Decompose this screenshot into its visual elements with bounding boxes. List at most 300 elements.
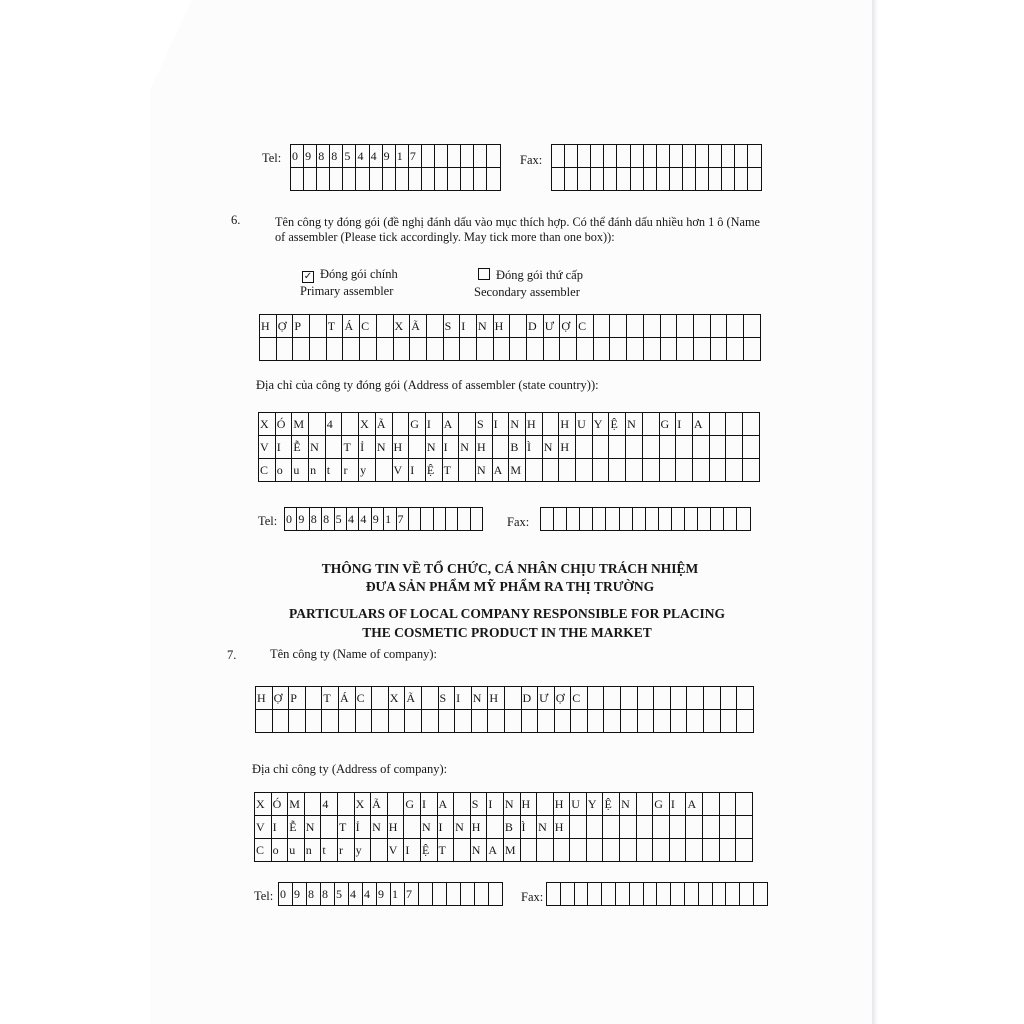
char-box[interactable] <box>565 145 578 168</box>
char-box[interactable] <box>606 508 619 531</box>
primary-assembler-option[interactable] <box>302 267 398 283</box>
char-box[interactable] <box>521 839 538 862</box>
char-box[interactable] <box>388 793 405 816</box>
char-box[interactable]: H <box>494 315 511 338</box>
char-box[interactable] <box>593 459 610 482</box>
char-box[interactable] <box>561 883 575 906</box>
char-box[interactable] <box>461 145 474 168</box>
char-box[interactable]: M <box>509 459 526 482</box>
char-box[interactable] <box>744 338 761 361</box>
char-box[interactable] <box>644 168 657 191</box>
char-box[interactable]: I <box>460 315 477 338</box>
char-box[interactable]: I <box>443 436 460 459</box>
char-box[interactable]: T <box>342 436 359 459</box>
char-box[interactable] <box>699 883 713 906</box>
char-box[interactable] <box>670 816 687 839</box>
char-box[interactable] <box>305 793 322 816</box>
char-box[interactable] <box>660 459 677 482</box>
char-box[interactable] <box>609 436 626 459</box>
char-box[interactable] <box>560 338 577 361</box>
char-box[interactable] <box>427 338 444 361</box>
char-box[interactable]: t <box>326 459 343 482</box>
char-box[interactable] <box>474 145 487 168</box>
char-box[interactable]: u <box>292 459 309 482</box>
char-box[interactable]: Ệ <box>603 793 620 816</box>
char-box[interactable] <box>304 168 317 191</box>
char-box[interactable]: Ỉ <box>359 436 376 459</box>
char-box[interactable] <box>409 508 421 531</box>
char-box[interactable] <box>291 168 304 191</box>
char-box[interactable] <box>505 687 522 710</box>
char-box[interactable] <box>472 710 489 733</box>
char-box[interactable]: 9 <box>297 508 309 531</box>
char-box[interactable]: V <box>393 459 410 482</box>
char-box[interactable]: 4 <box>356 145 369 168</box>
char-box[interactable] <box>588 710 605 733</box>
char-box[interactable] <box>422 145 435 168</box>
char-box[interactable] <box>735 168 748 191</box>
char-box[interactable] <box>552 168 565 191</box>
char-box[interactable] <box>657 145 670 168</box>
char-box[interactable]: r <box>338 839 355 862</box>
char-box[interactable] <box>576 436 593 459</box>
char-box[interactable]: T <box>322 687 339 710</box>
char-box[interactable] <box>721 687 738 710</box>
char-box[interactable] <box>444 338 461 361</box>
char-box[interactable] <box>342 413 359 436</box>
char-box[interactable]: H <box>476 436 493 459</box>
char-box[interactable] <box>422 168 435 191</box>
char-box[interactable]: 8 <box>317 145 330 168</box>
char-box[interactable] <box>591 145 604 168</box>
char-box[interactable] <box>383 168 396 191</box>
char-box[interactable] <box>754 883 768 906</box>
char-box[interactable]: T <box>443 459 460 482</box>
char-box[interactable]: A <box>693 413 710 436</box>
char-box[interactable] <box>435 168 448 191</box>
char-box[interactable] <box>409 436 426 459</box>
char-box[interactable] <box>587 839 604 862</box>
char-box[interactable] <box>567 508 580 531</box>
char-box[interactable] <box>570 816 587 839</box>
char-box[interactable] <box>317 168 330 191</box>
char-box[interactable] <box>565 168 578 191</box>
char-box[interactable] <box>686 816 703 839</box>
char-box[interactable] <box>711 315 728 338</box>
char-box[interactable] <box>372 687 389 710</box>
char-box[interactable]: Ư <box>544 315 561 338</box>
s6-tel-boxes[interactable] <box>284 507 483 531</box>
char-box[interactable] <box>489 883 503 906</box>
char-box[interactable] <box>727 315 744 338</box>
char-box[interactable]: H <box>521 793 538 816</box>
char-box[interactable] <box>306 710 323 733</box>
char-box[interactable]: X <box>389 687 406 710</box>
char-box[interactable] <box>676 436 693 459</box>
char-box[interactable] <box>696 168 709 191</box>
char-box[interactable] <box>446 508 458 531</box>
char-box[interactable]: P <box>289 687 306 710</box>
char-box[interactable] <box>422 687 439 710</box>
char-box[interactable]: 5 <box>343 145 356 168</box>
char-box[interactable]: X <box>359 413 376 436</box>
char-box[interactable] <box>603 839 620 862</box>
char-box[interactable]: 1 <box>396 145 409 168</box>
char-box[interactable]: I <box>409 459 426 482</box>
char-box[interactable] <box>654 710 671 733</box>
char-box[interactable]: I <box>272 816 289 839</box>
char-box[interactable] <box>372 710 389 733</box>
char-box[interactable] <box>487 145 500 168</box>
char-box[interactable] <box>578 145 591 168</box>
char-box[interactable]: I <box>455 687 472 710</box>
char-box[interactable] <box>544 338 561 361</box>
char-box[interactable]: Ã <box>371 793 388 816</box>
char-box[interactable]: V <box>255 816 272 839</box>
char-box[interactable] <box>643 413 660 436</box>
char-box[interactable] <box>722 168 735 191</box>
char-box[interactable] <box>522 710 539 733</box>
char-box[interactable]: 0 <box>285 508 297 531</box>
char-box[interactable] <box>356 168 369 191</box>
s6-fax-boxes[interactable] <box>540 507 751 531</box>
char-box[interactable] <box>587 816 604 839</box>
char-box[interactable] <box>633 508 646 531</box>
char-box[interactable]: Ợ <box>273 687 290 710</box>
char-box[interactable] <box>631 145 644 168</box>
char-box[interactable] <box>687 687 704 710</box>
char-box[interactable]: S <box>476 413 493 436</box>
char-box[interactable]: I <box>438 816 455 839</box>
char-box[interactable] <box>685 508 698 531</box>
char-box[interactable] <box>627 338 644 361</box>
char-box[interactable] <box>594 338 611 361</box>
char-box[interactable]: Ệ <box>609 413 626 436</box>
char-box[interactable] <box>421 508 433 531</box>
char-box[interactable] <box>737 508 750 531</box>
char-box[interactable] <box>588 687 605 710</box>
char-box[interactable] <box>724 508 737 531</box>
char-box[interactable] <box>543 459 560 482</box>
char-box[interactable] <box>626 436 643 459</box>
char-box[interactable]: N <box>472 687 489 710</box>
char-box[interactable]: C <box>356 687 373 710</box>
char-box[interactable] <box>644 338 661 361</box>
char-box[interactable] <box>393 413 410 436</box>
char-box[interactable] <box>330 168 343 191</box>
char-box[interactable]: N <box>376 436 393 459</box>
secondary-assembler-option[interactable] <box>478 268 583 283</box>
char-box[interactable] <box>743 436 760 459</box>
char-box[interactable]: C <box>255 839 272 862</box>
char-box[interactable]: 9 <box>372 508 384 531</box>
primary-checkbox-icon[interactable]: ✓ <box>303 271 313 282</box>
char-box[interactable] <box>653 839 670 862</box>
char-box[interactable]: B <box>509 436 526 459</box>
char-box[interactable] <box>609 459 626 482</box>
char-box[interactable]: 9 <box>377 883 391 906</box>
char-box[interactable] <box>404 816 421 839</box>
char-box[interactable]: o <box>276 459 293 482</box>
char-box[interactable]: X <box>355 793 372 816</box>
char-box[interactable]: 7 <box>397 508 409 531</box>
char-box[interactable]: N <box>543 436 560 459</box>
char-box[interactable] <box>671 883 685 906</box>
char-box[interactable] <box>637 839 654 862</box>
char-box[interactable] <box>448 145 461 168</box>
char-box[interactable] <box>620 816 637 839</box>
char-box[interactable]: o <box>272 839 289 862</box>
char-box[interactable] <box>660 436 677 459</box>
char-box[interactable] <box>588 883 602 906</box>
char-box[interactable]: Ã <box>376 413 393 436</box>
char-box[interactable] <box>339 710 356 733</box>
char-box[interactable] <box>376 459 393 482</box>
char-box[interactable] <box>721 710 738 733</box>
char-box[interactable] <box>554 508 567 531</box>
char-box[interactable]: D <box>527 315 544 338</box>
char-box[interactable] <box>578 168 591 191</box>
char-box[interactable] <box>461 883 475 906</box>
char-box[interactable] <box>454 793 471 816</box>
char-box[interactable]: C <box>360 315 377 338</box>
char-box[interactable]: I <box>493 413 510 436</box>
char-box[interactable] <box>435 145 448 168</box>
char-box[interactable] <box>555 710 572 733</box>
char-box[interactable]: U <box>570 793 587 816</box>
char-box[interactable] <box>448 168 461 191</box>
char-box[interactable] <box>460 338 477 361</box>
char-box[interactable]: H <box>559 436 576 459</box>
char-box[interactable] <box>510 338 527 361</box>
char-box[interactable] <box>685 883 699 906</box>
char-box[interactable]: G <box>404 793 421 816</box>
char-box[interactable] <box>670 168 683 191</box>
char-box[interactable] <box>711 338 728 361</box>
char-box[interactable] <box>577 338 594 361</box>
char-box[interactable] <box>638 710 655 733</box>
char-box[interactable] <box>726 413 743 436</box>
char-box[interactable] <box>670 839 687 862</box>
char-box[interactable]: X <box>255 793 272 816</box>
char-box[interactable] <box>273 710 290 733</box>
char-box[interactable] <box>661 315 678 338</box>
char-box[interactable] <box>621 710 638 733</box>
char-box[interactable] <box>703 839 720 862</box>
char-box[interactable]: 0 <box>291 145 304 168</box>
char-box[interactable] <box>575 883 589 906</box>
char-box[interactable] <box>552 145 565 168</box>
char-box[interactable] <box>676 459 693 482</box>
char-box[interactable] <box>654 687 671 710</box>
char-box[interactable]: Ì <box>526 436 543 459</box>
char-box[interactable] <box>698 508 711 531</box>
char-box[interactable] <box>659 508 672 531</box>
char-box[interactable]: I <box>487 793 504 816</box>
char-box[interactable] <box>620 839 637 862</box>
char-box[interactable] <box>677 315 694 338</box>
char-box[interactable]: A <box>438 793 455 816</box>
char-box[interactable] <box>422 710 439 733</box>
char-box[interactable]: Y <box>593 413 610 436</box>
char-box[interactable]: I <box>676 413 693 436</box>
char-box[interactable]: H <box>393 436 410 459</box>
char-box[interactable] <box>616 883 630 906</box>
char-box[interactable]: N <box>509 413 526 436</box>
char-box[interactable]: I <box>421 793 438 816</box>
char-box[interactable]: Ã <box>410 315 427 338</box>
char-box[interactable] <box>644 315 661 338</box>
char-box[interactable] <box>293 338 310 361</box>
char-box[interactable]: T <box>327 315 344 338</box>
char-box[interactable] <box>693 459 710 482</box>
char-box[interactable] <box>617 145 630 168</box>
char-box[interactable] <box>620 508 633 531</box>
char-box[interactable] <box>670 145 683 168</box>
char-box[interactable] <box>720 816 737 839</box>
char-box[interactable] <box>409 168 422 191</box>
char-box[interactable]: D <box>522 687 539 710</box>
char-box[interactable]: B <box>504 816 521 839</box>
char-box[interactable] <box>604 687 621 710</box>
char-box[interactable]: H <box>471 816 488 839</box>
char-box[interactable]: C <box>571 687 588 710</box>
char-box[interactable]: u <box>288 839 305 862</box>
char-box[interactable] <box>459 413 476 436</box>
char-box[interactable]: Ó <box>276 413 293 436</box>
char-box[interactable]: S <box>444 315 461 338</box>
char-box[interactable] <box>713 883 727 906</box>
char-box[interactable] <box>686 839 703 862</box>
char-box[interactable]: H <box>260 315 277 338</box>
char-box[interactable] <box>720 839 737 862</box>
char-box[interactable]: 4 <box>326 413 343 436</box>
char-box[interactable]: H <box>526 413 543 436</box>
char-box[interactable]: Ệ <box>421 839 438 862</box>
char-box[interactable] <box>289 710 306 733</box>
char-box[interactable] <box>603 816 620 839</box>
char-box[interactable] <box>696 145 709 168</box>
char-box[interactable] <box>748 168 761 191</box>
s7-address-boxes[interactable] <box>254 792 753 862</box>
char-box[interactable] <box>547 883 561 906</box>
char-box[interactable] <box>356 710 373 733</box>
char-box[interactable] <box>709 168 722 191</box>
char-box[interactable] <box>593 508 606 531</box>
char-box[interactable] <box>621 687 638 710</box>
char-box[interactable] <box>461 168 474 191</box>
char-box[interactable] <box>626 459 643 482</box>
char-box[interactable] <box>735 145 748 168</box>
char-box[interactable] <box>576 459 593 482</box>
char-box[interactable] <box>419 883 433 906</box>
char-box[interactable] <box>604 168 617 191</box>
char-box[interactable] <box>494 338 511 361</box>
char-box[interactable] <box>736 816 753 839</box>
char-box[interactable]: H <box>554 816 571 839</box>
char-box[interactable]: 4 <box>347 508 359 531</box>
char-box[interactable]: G <box>660 413 677 436</box>
char-box[interactable] <box>736 839 753 862</box>
char-box[interactable]: N <box>421 816 438 839</box>
char-box[interactable] <box>637 816 654 839</box>
char-box[interactable]: t <box>321 839 338 862</box>
char-box[interactable]: S <box>439 687 456 710</box>
char-box[interactable] <box>709 145 722 168</box>
char-box[interactable]: I <box>404 839 421 862</box>
char-box[interactable]: 5 <box>335 883 349 906</box>
s6-assembler-name-boxes[interactable] <box>259 314 761 361</box>
char-box[interactable] <box>726 436 743 459</box>
char-box[interactable] <box>748 145 761 168</box>
char-box[interactable] <box>537 839 554 862</box>
char-box[interactable] <box>559 459 576 482</box>
char-box[interactable] <box>737 687 754 710</box>
char-box[interactable] <box>306 687 323 710</box>
char-box[interactable] <box>604 710 621 733</box>
char-box[interactable] <box>433 883 447 906</box>
char-box[interactable] <box>594 315 611 338</box>
char-box[interactable]: 4 <box>363 883 377 906</box>
char-box[interactable] <box>537 793 554 816</box>
char-box[interactable] <box>743 459 760 482</box>
char-box[interactable]: G <box>409 413 426 436</box>
char-box[interactable]: S <box>471 793 488 816</box>
char-box[interactable] <box>310 315 327 338</box>
char-box[interactable]: Ễ <box>288 816 305 839</box>
char-box[interactable] <box>322 710 339 733</box>
char-box[interactable]: V <box>259 436 276 459</box>
char-box[interactable] <box>704 710 721 733</box>
char-box[interactable]: 7 <box>409 145 422 168</box>
char-box[interactable]: y <box>359 459 376 482</box>
char-box[interactable] <box>389 710 406 733</box>
char-box[interactable] <box>256 710 273 733</box>
char-box[interactable]: C <box>577 315 594 338</box>
char-box[interactable] <box>736 793 753 816</box>
char-box[interactable] <box>671 710 688 733</box>
char-box[interactable]: V <box>388 839 405 862</box>
char-box[interactable]: N <box>371 816 388 839</box>
char-box[interactable] <box>726 459 743 482</box>
char-box[interactable] <box>475 883 489 906</box>
char-box[interactable] <box>327 338 344 361</box>
char-box[interactable]: Ễ <box>292 436 309 459</box>
char-box[interactable] <box>710 459 727 482</box>
char-box[interactable] <box>405 710 422 733</box>
char-box[interactable]: N <box>309 436 326 459</box>
char-box[interactable] <box>627 315 644 338</box>
char-box[interactable]: 8 <box>321 883 335 906</box>
char-box[interactable] <box>455 710 472 733</box>
char-box[interactable]: n <box>305 839 322 862</box>
char-box[interactable] <box>711 508 724 531</box>
char-box[interactable] <box>704 687 721 710</box>
char-box[interactable] <box>277 338 294 361</box>
char-box[interactable] <box>630 883 644 906</box>
char-box[interactable] <box>410 338 427 361</box>
char-box[interactable] <box>321 816 338 839</box>
char-box[interactable] <box>343 168 356 191</box>
char-box[interactable] <box>744 315 761 338</box>
char-box[interactable]: 5 <box>335 508 347 531</box>
char-box[interactable]: U <box>576 413 593 436</box>
char-box[interactable]: M <box>288 793 305 816</box>
char-box[interactable]: Ỉ <box>355 816 372 839</box>
char-box[interactable]: N <box>305 816 322 839</box>
char-box[interactable] <box>617 168 630 191</box>
char-box[interactable] <box>396 168 409 191</box>
